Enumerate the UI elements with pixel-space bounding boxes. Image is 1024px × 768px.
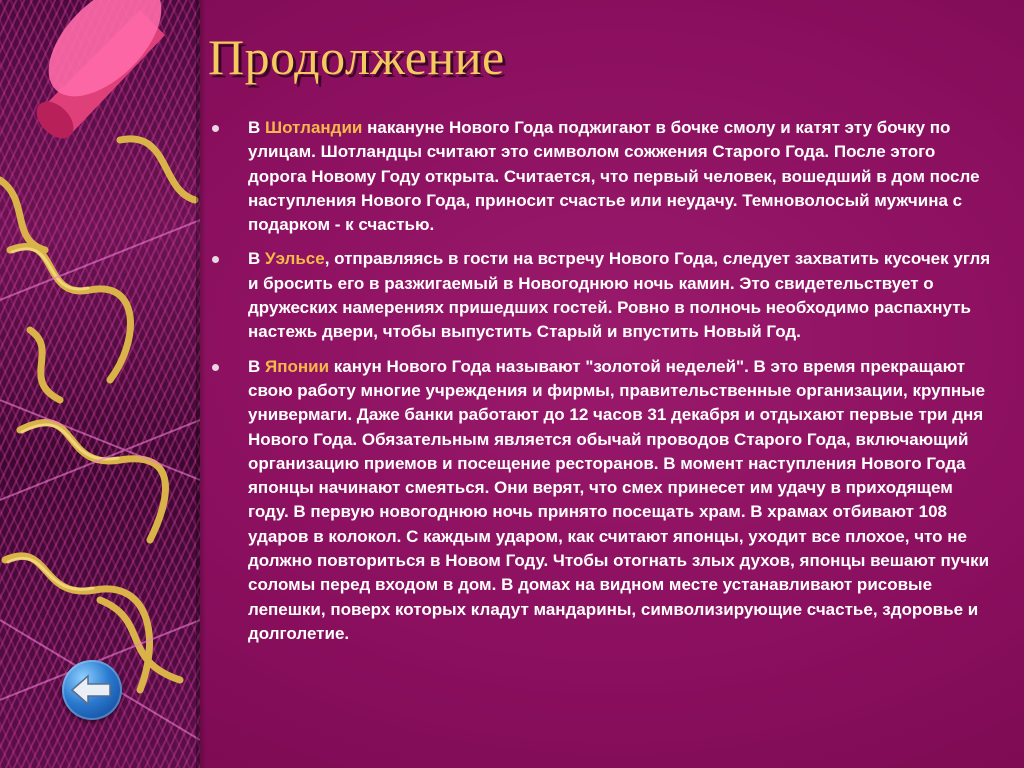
country-scotland: Шотландии — [265, 118, 363, 137]
bullet-dot-icon — [212, 125, 219, 132]
bullet-text: канун Нового Года называют "золотой неделей". В это время прекращают свою работу многие учреждения и фирмы, правительственные организации, крупные универмаги. Даже банки работают до 12 часов 31 декабря и отдыхают первые три дня Нового Года. Обязательным является обычай проводов Старого Года, включающий организацию приемов и посещение ресторанов. В момент наступления Нового Года японцы начинают смеяться. Они верят, что смех принесет им удачу в приходящем году. В первую новогоднюю ночь принято посещать храм. В храмах отбивают 108 ударов в колокол. С каждым ударом, как считают японцы, уходит все плохое, что не должно повториться в Новом Году. Чтобы отогнать злых духов, японцы вешают пучки соломы перед входом в дом. В домах на видном месте устанавливают рисовые лепешки, поверх которых кладут мандарины, символизирующие счастье, здоровье и долголетие. — [248, 356, 990, 643]
country-wales: Уэльсе — [265, 249, 325, 269]
bullet-wales — [212, 247, 992, 344]
bullet-prefix: В — [248, 118, 265, 137]
country-japan: Японии — [265, 356, 330, 376]
tinsel-ribbons-image — [0, 0, 200, 768]
bullet-dot-icon — [212, 256, 219, 263]
left-arrow-icon — [70, 674, 114, 706]
bullet-scotland — [212, 116, 992, 237]
bullet-text: , отправляясь в гости на встречу Нового Года, следует захватить кусочек угля и бросить его в разжигаемый в Новогоднюю ночь камин. Это свидетельствует о дружеских намерениях пришедших гостей. Ровно в полночь необходимо распахнуть настежь двери, чтобы выпустить Старый и впустить Новый Год. — [248, 249, 991, 342]
slide-title: Продолжение — [208, 29, 505, 85]
bullet-list — [212, 116, 992, 656]
panel-edge — [196, 0, 206, 768]
bullet-text: накануне Нового Года поджигают в бочке смолу и катят эту бочку по улицам. Шотландцы считают это символом сожжения Старого Года. После этого дорога Новому Году открыта. Считается, что первый человек, вошедший в дом после наступления Нового Года, приносит счастье или неудачу. Темноволосый мужчина с подарком - к счастью. — [248, 118, 980, 235]
bullet-prefix: В — [248, 356, 265, 376]
bullet-japan — [212, 355, 992, 647]
back-button[interactable] — [62, 660, 122, 720]
tinsel-decoration — [0, 0, 200, 768]
bullet-dot-icon — [212, 364, 219, 371]
bullet-prefix: В — [248, 249, 265, 269]
